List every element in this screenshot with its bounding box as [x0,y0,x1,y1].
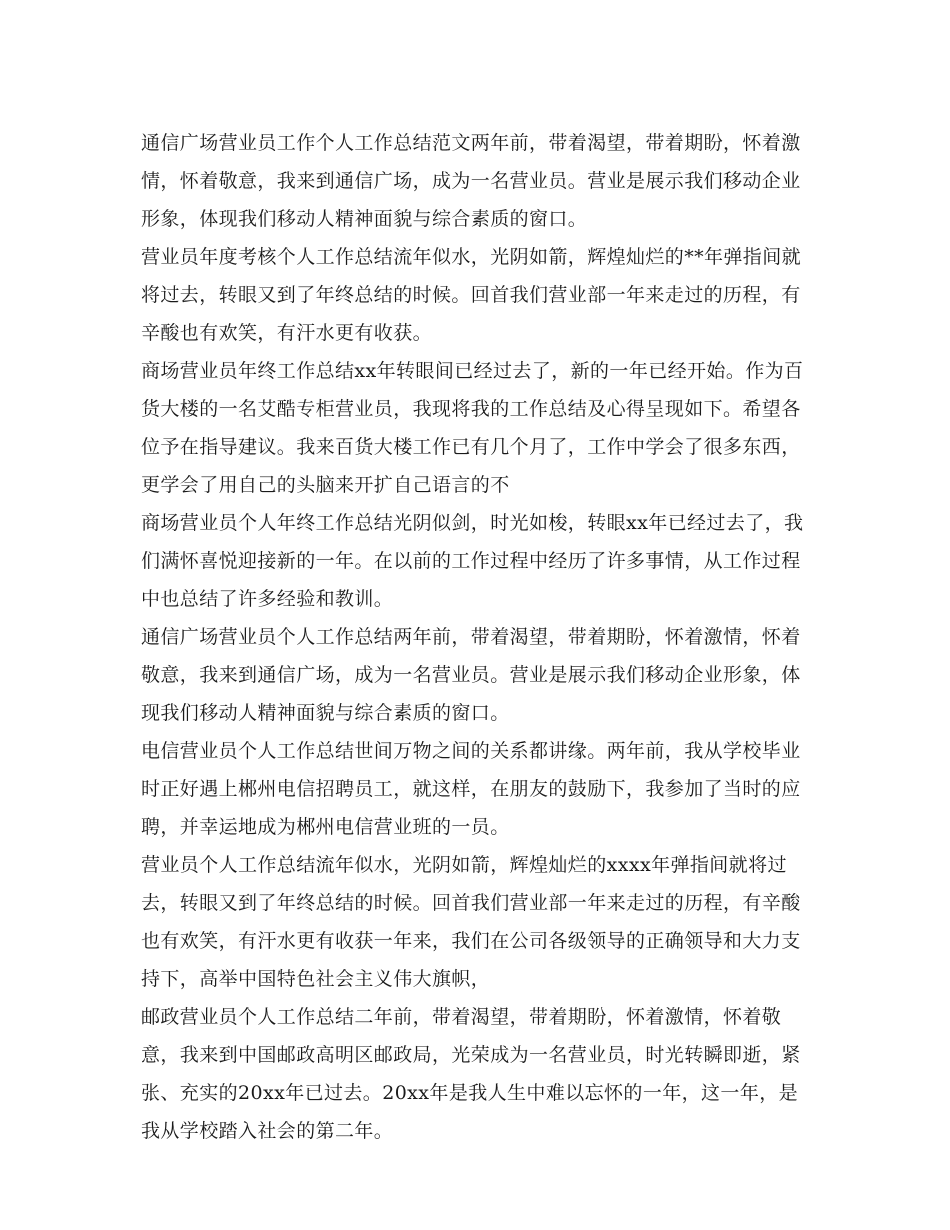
paragraph-3: 商场营业员年终工作总结xx年转眼间已经过去了，新的一年已经开始。作为百货大楼的一名艾酷专柜营业员，我现将我的工作总结及心得呈现如下。希望各位予在指导建议。我来百货大楼工作已有几个月了，工作中学会了很多东西，更学会了用自己的头脑来开扩自己语言的不 [141,360,804,496]
paragraph-1: 通信广场营业员工作个人工作总结范文两年前，带着渴望，带着期盼，怀着激情，怀着敬意，我来到通信广场，成为一名营业员。营业是展示我们移动企业形象，体现我们移动人精神面貌与综合素质的窗口。 [141,132,801,230]
paragraph-8: 邮政营业员个人工作总结二年前，带着渴望，带着期盼，怀着激情，怀着敬意，我来到中国邮政高明区邮政局，光荣成为一名营业员，时光转瞬即逝，紧张、充实的20xx年已过去。20xx年是我人生中难以忘怀的一年，这一年，是我从学校踏入社会的第二年。 [141,1006,801,1142]
paragraph-4: 商场营业员个人年终工作总结光阴似剑，时光如梭，转眼xx年已经过去了，我们满怀喜悦迎接新的一年。在以前的工作过程中经历了许多事情，从工作过程中也总结了许多经验和教训。 [141,512,804,610]
document-body [141,124,813,1150]
paragraph-7: 营业员个人工作总结流年似水，光阴如箭，辉煌灿烂的xxxx年弹指间就将过去，转眼又到了年终总结的时候。回首我们营业部一年来走过的历程，有辛酸也有欢笑，有汗水更有收获一年来，我们在公司各级领导的正确领导和大力支持下，高举中国特色社会主义伟大旗帜， [141,854,801,990]
paragraph-2: 营业员年度考核个人工作总结流年似水，光阴如箭，辉煌灿烂的**年弹指间就将过去，转眼又到了年终总结的时候。回首我们营业部一年来走过的历程，有辛酸也有欢笑，有汗水更有收获。 [141,246,802,344]
paragraph-6: 电信营业员个人工作总结世间万物之间的关系都讲缘。两年前，我从学校毕业时正好遇上郴州电信招聘员工，就这样，在朋友的鼓励下，我参加了当时的应聘，并幸运地成为郴州电信营业班的一员。 [141,740,801,838]
paragraph-5: 通信广场营业员个人工作总结两年前，带着渴望，带着期盼，怀着激情，怀着敬意，我来到通信广场，成为一名营业员。营业是展示我们移动企业形象，体现我们移动人精神面貌与综合素质的窗口。 [141,626,801,724]
